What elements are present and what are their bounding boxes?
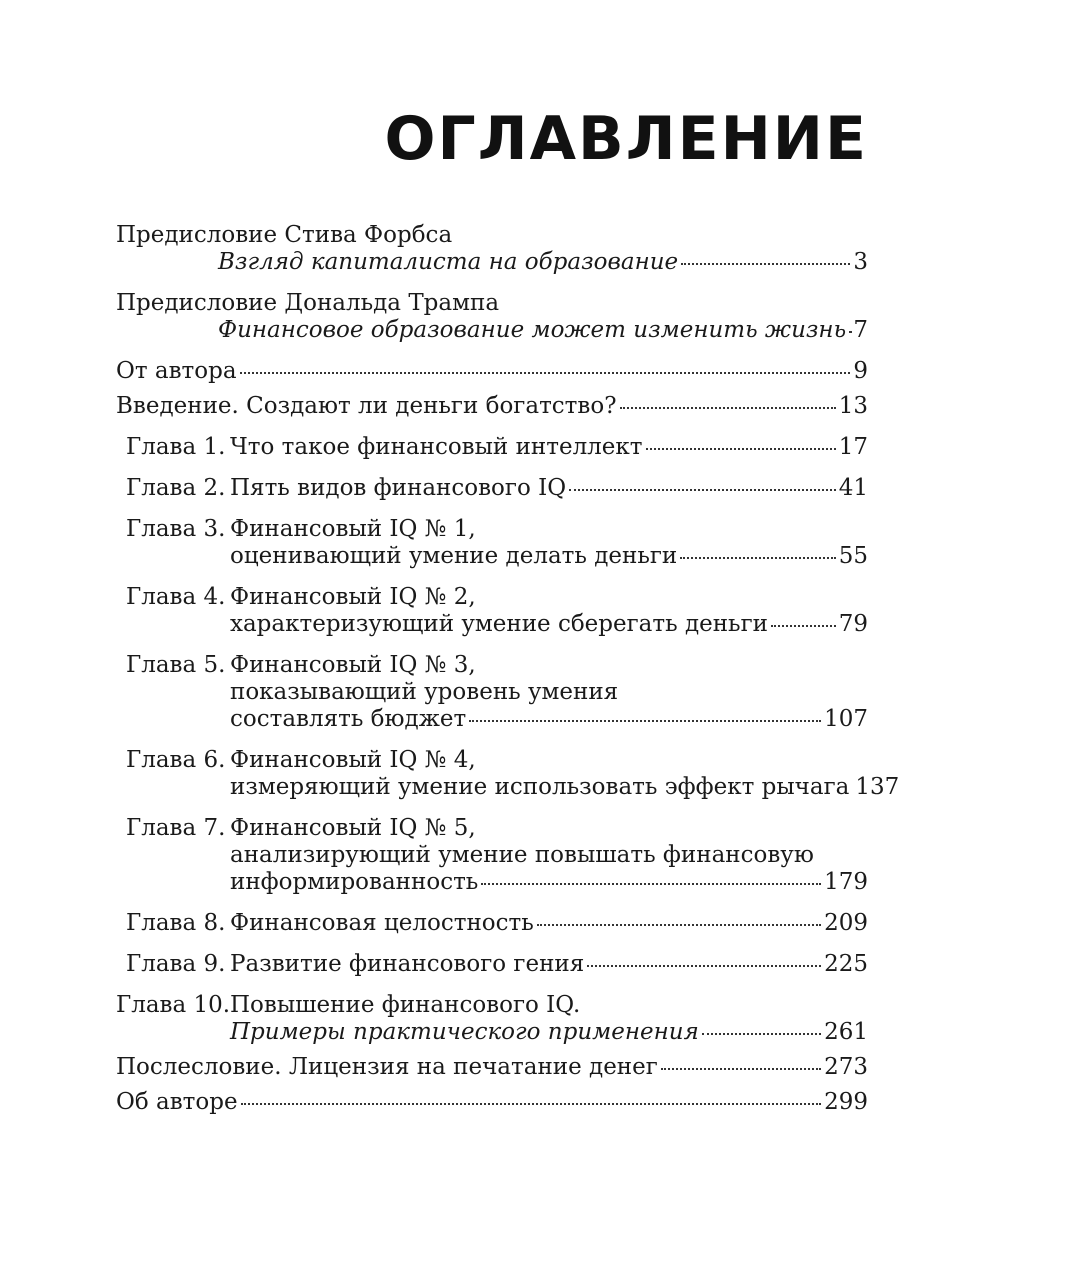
toc-entry-introduction (116, 393, 868, 420)
leader-dots (240, 371, 851, 374)
leader-dots (481, 882, 821, 885)
toc-line (116, 290, 868, 317)
toc-chapter-9 (116, 951, 868, 978)
page-number: 261 (824, 1019, 868, 1045)
toc-line (230, 475, 868, 502)
chapter-body (230, 992, 868, 1046)
toc-chapter-3 (116, 516, 868, 570)
toc-line (230, 910, 868, 937)
leader-dots (849, 330, 850, 333)
toc-chapter-5 (116, 652, 868, 733)
chapter-row (116, 951, 868, 978)
leader-dots (620, 406, 836, 409)
toc-chapter-7 (116, 815, 868, 896)
page-number: 179 (824, 869, 868, 895)
chapter-title-line: Повышение финансового IQ. (230, 992, 581, 1018)
leader-dots (702, 1032, 821, 1035)
toc-entry-title: Предисловие Дональда Трампа (116, 290, 500, 316)
chapter-title-line: Финансовый IQ № 5, (230, 815, 476, 841)
leader-dots (646, 447, 836, 450)
chapter-title-last: информированность (230, 869, 479, 895)
chapter-title: Что такое финансовый интеллект (230, 434, 643, 460)
toc-line (116, 222, 868, 249)
chapter-title-last: оценивающий умение делать деньги (230, 543, 678, 569)
chapter-row (116, 475, 868, 502)
chapter-body (230, 951, 868, 978)
chapter-title-line: Финансовый IQ № 1, (230, 516, 476, 542)
toc-line (116, 1054, 868, 1081)
toc-line (230, 951, 868, 978)
toc-chapter-6 (116, 747, 900, 801)
chapter-title-line: Финансовый IQ № 4, (230, 747, 476, 773)
chapter-row (116, 516, 868, 570)
toc-entry-title: Введение. Создают ли деньги богатство? (116, 393, 617, 419)
chapter-label: Глава 7. (126, 815, 226, 841)
toc-entry-foreword-trump (116, 290, 868, 344)
chapter-body (230, 747, 900, 801)
chapter-body (230, 910, 868, 937)
chapter-label: Глава 5. (126, 652, 226, 678)
chapter-label: Глава 9. (126, 951, 226, 977)
toc-line (230, 869, 868, 896)
leader-dots (771, 624, 836, 627)
chapter-body (230, 584, 868, 638)
chapter-row (116, 652, 868, 733)
leader-dots (680, 556, 835, 559)
toc-chapter-8 (116, 910, 868, 937)
toc-line (116, 249, 868, 276)
page-number: 41 (838, 475, 868, 501)
page-number: 55 (838, 543, 868, 569)
chapter-title-last: характеризующий умение сберегать деньги (230, 611, 768, 637)
page-number: 107 (824, 706, 868, 732)
toc-line (230, 1019, 868, 1046)
toc-entry-afterword (116, 1054, 868, 1081)
toc-chapter-4 (116, 584, 868, 638)
chapter-row (116, 992, 868, 1046)
toc-line (230, 706, 868, 733)
chapter-title: Пять видов финансового IQ (230, 475, 567, 501)
leader-dots (661, 1067, 821, 1070)
chapter-row (116, 584, 868, 638)
toc-line (230, 774, 900, 801)
chapter-row (116, 747, 900, 801)
leader-dots (537, 923, 821, 926)
chapter-title-line: Финансовый IQ № 2, (230, 584, 476, 610)
chapter-label: Глава 10. (116, 992, 231, 1018)
toc-entry-title: Предисловие Стива Форбса (116, 222, 453, 248)
leader-dots (681, 262, 850, 265)
toc-line (116, 358, 868, 385)
chapter-body (230, 652, 868, 733)
chapter-title-line: анализирующий умение повышать финансовую (230, 842, 814, 868)
page-number: 225 (824, 951, 868, 977)
toc-line (230, 611, 868, 638)
page-number: 273 (824, 1054, 868, 1080)
chapter-title-last: Примеры практического применения (230, 1019, 699, 1045)
chapter-title-last: измеряющий умение использовать эффект рычага (230, 774, 850, 800)
chapter-label: Глава 8. (126, 910, 226, 936)
chapter-body (230, 434, 868, 461)
leader-dots (587, 964, 821, 967)
chapter-body (230, 815, 868, 896)
page-number: 13 (838, 393, 868, 419)
toc-entry-about-author (116, 1089, 868, 1116)
page-number: 7 (853, 317, 868, 343)
chapter-label: Глава 1. (126, 434, 226, 460)
chapter-title-line: Финансовый IQ № 3, (230, 652, 476, 678)
page-number: 299 (824, 1089, 868, 1115)
chapter-title: Развитие финансового гения (230, 951, 585, 977)
chapter-title-line: показывающий уровень умения (230, 679, 619, 705)
page-number: 209 (824, 910, 868, 936)
toc-entry-foreword-forbes (116, 222, 868, 276)
leader-dots (469, 719, 821, 722)
toc-line (116, 393, 868, 420)
toc-line (116, 317, 868, 344)
page-number: 79 (838, 611, 868, 637)
leader-dots (241, 1102, 822, 1105)
toc-chapter-10 (116, 992, 868, 1046)
chapter-label: Глава 3. (126, 516, 226, 542)
chapter-body (230, 475, 868, 502)
chapter-label: Глава 6. (126, 747, 226, 773)
chapter-title-last: составлять бюджет (230, 706, 467, 732)
table-of-contents (116, 222, 900, 1130)
toc-line (230, 543, 868, 570)
chapter-title: Финансовая целостность (230, 910, 534, 936)
toc-entry-from-author (116, 358, 868, 385)
chapter-label: Глава 4. (126, 584, 226, 610)
toc-entry-title: От автора (116, 358, 237, 384)
chapter-row (116, 815, 868, 896)
chapter-row (116, 910, 868, 937)
page-title: ОГЛАВЛЕНИЕ (384, 104, 868, 174)
chapter-body (230, 516, 868, 570)
toc-entry-subtitle: Финансовое образование может изменить жизнь (218, 317, 847, 343)
page-number: 9 (853, 358, 868, 384)
page-number: 137 (855, 774, 900, 800)
page-number: 17 (838, 434, 868, 460)
chapter-label: Глава 2. (126, 475, 226, 501)
chapter-row (116, 434, 868, 461)
toc-chapter-1 (116, 434, 868, 461)
toc-entry-title: Об авторе (116, 1089, 238, 1115)
toc-entry-subtitle: Взгляд капиталиста на образование (218, 249, 679, 275)
page-number: 3 (853, 249, 868, 275)
toc-line (116, 1089, 868, 1116)
toc-chapter-2 (116, 475, 868, 502)
toc-entry-title: Послесловие. Лицензия на печатание денег (116, 1054, 658, 1080)
toc-line (230, 434, 868, 461)
leader-dots (569, 488, 836, 491)
